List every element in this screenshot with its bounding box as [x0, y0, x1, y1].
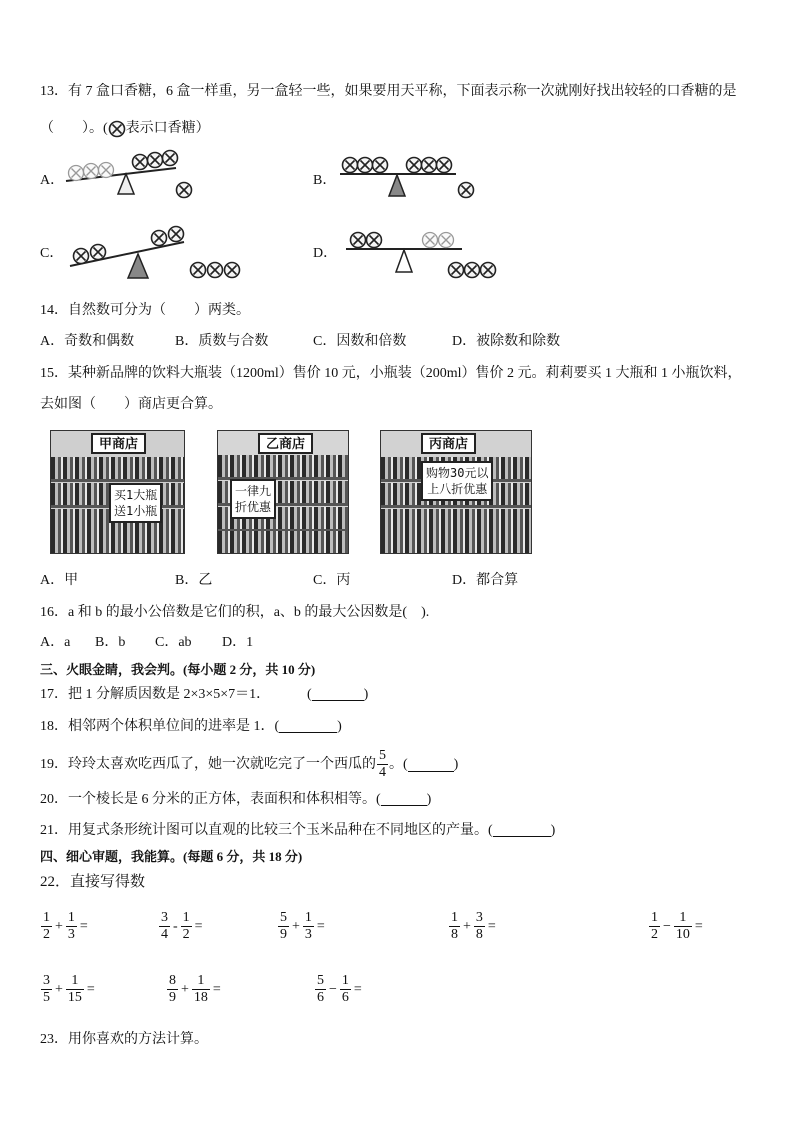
fraction: $\frac{1}{2}$: [651, 910, 658, 942]
q19-text: 19．玲玲太喜欢吃西瓜了，她一次就吃完了一个西瓜的: [40, 756, 376, 772]
q14-option-d: D．被除数和除数: [452, 334, 561, 349]
fraction: $\frac{1}{6}$: [341, 973, 349, 1005]
q19-answer-blank[interactable]: [408, 757, 454, 772]
q22-stem: 22．直接写得数: [40, 874, 146, 890]
q20-answer-blank[interactable]: [381, 791, 427, 806]
q13-option-c-label: C．: [40, 246, 64, 261]
q17-answer-blank[interactable]: ( ): [307, 687, 369, 702]
fraction: $\frac{1}{3}$: [304, 910, 312, 942]
q22-expression: [40, 910, 90, 943]
store-jia-label: 甲商店: [91, 433, 146, 454]
q22-expression: [40, 973, 97, 1006]
fraction: $\frac{8}{9}$: [169, 973, 176, 1005]
equals-sign: =: [316, 918, 325, 934]
q15-option-c: C．丙: [313, 573, 351, 588]
q20-line: 20．一个棱长是 6 分米的正方体，表面积和体积相等。( ): [40, 792, 432, 807]
q21-answer-blank[interactable]: [493, 822, 551, 837]
fraction: $\frac{5}{6}$: [317, 973, 324, 1005]
q16-option-b: B．b: [95, 635, 126, 650]
q15-stem-line2: 去如图（ ）商店更合算。: [40, 397, 222, 412]
q15-option-b: B．乙: [175, 573, 213, 588]
q22-expression: [648, 910, 705, 943]
q18-answer-blank[interactable]: [279, 718, 337, 733]
q23-stem: 23．用你喜欢的方法计算。: [40, 1032, 208, 1047]
q14-option-c: C．因数和倍数: [313, 334, 407, 349]
q14-stem: 14．自然数可分为（ ）两类。: [40, 303, 250, 318]
store-jia-sign: 买1大瓶 送1小瓶: [109, 483, 162, 523]
equals-sign: =: [212, 981, 221, 997]
q15-option-a: A．甲: [40, 573, 79, 588]
equals-sign: =: [86, 981, 95, 997]
q15-stem-line1: 15．某种新品牌的饮料大瓶装（1200ml）售价 10 元，小瓶装（200ml）售价 2 元。莉莉要买 1 大瓶和 1 小瓶饮料，: [40, 366, 742, 381]
q13-option-a-label: A．: [40, 173, 65, 188]
store-yi-sign: 一律九 折优惠: [230, 479, 276, 519]
q21-text: 21．用复式条形统计图可以直观的比较三个玉米品种在不同地区的产量。(: [40, 823, 493, 838]
q16-option-a: A．a: [40, 635, 71, 650]
q16-option-c: C．ab: [155, 635, 192, 650]
q17-text: 17．把 1 分解质因数是 2×3×5×7＝1．: [40, 687, 271, 702]
balance-scale-d-icon: [344, 224, 506, 284]
q13-stem-line1: 13．有 7 盒口香糖，6 盒一样重，另一盒轻一些，如果要用天平称，下面表示称一次就刚好找出较轻的口香糖的是: [40, 84, 737, 99]
operator: +: [292, 918, 300, 934]
store-bing-photo: [380, 430, 532, 554]
q13-option-b-label: B．: [313, 173, 337, 188]
store-bing-label: 丙商店: [421, 433, 476, 454]
operator: +: [181, 981, 189, 997]
q13-stem-line2: [40, 120, 210, 138]
equals-sign: =: [353, 981, 362, 997]
operator: +: [463, 918, 471, 934]
q13-option-d-label: D．: [313, 246, 338, 261]
q22-expression: [277, 910, 327, 943]
q22-expression: [166, 973, 223, 1006]
q18-line: 18．相邻两个体积单位间的进率是 1．( ): [40, 719, 342, 734]
q19-fraction: $\frac{5}{4}$: [379, 748, 386, 780]
fraction: $\frac{5}{9}$: [280, 910, 287, 942]
q13-legend: 表示口香糖）: [125, 121, 210, 136]
q13-answer-paren: （ ）。(: [40, 121, 108, 136]
equals-sign: =: [487, 918, 496, 934]
q22-expression: [158, 910, 205, 943]
q21-line: 21．用复式条形统计图可以直观的比较三个玉米品种在不同地区的产量。( ): [40, 823, 556, 838]
q18-text: 18．相邻两个体积单位间的进率是 1．(: [40, 719, 280, 734]
q20-text: 20．一个棱长是 6 分米的正方体，表面积和体积相等。(: [40, 792, 381, 807]
q22-expression: [314, 973, 364, 1006]
fraction: $\frac{1}{3}$: [67, 910, 75, 942]
fraction: $\frac{1}{15}$: [67, 973, 82, 1005]
fraction: $\frac{3}{4}$: [161, 910, 168, 942]
fraction: $\frac{1}{10}$: [675, 910, 690, 942]
fraction: $\frac{1}{8}$: [451, 910, 458, 942]
balance-scale-c-icon: [66, 222, 251, 284]
operator: -: [173, 918, 178, 934]
operator: −: [663, 918, 671, 934]
equals-sign: =: [194, 918, 203, 934]
store-yi-photo: [217, 430, 349, 554]
q19-line: 19．玲玲太喜欢吃西瓜了，她一次就吃完了一个西瓜的 $\frac{5}{4}$ 。( ): [40, 748, 459, 780]
balance-scale-a-icon: [64, 148, 194, 203]
gum-icon: [108, 120, 126, 138]
q16-stem: 16．a 和 b 的最小公倍数是它们的积，a、b 的最大公因数是( ).: [40, 605, 430, 620]
equals-sign: =: [79, 918, 88, 934]
section-4-heading: 四、细心审题，我能算。(每题 6 分，共 18 分): [40, 849, 303, 864]
operator: +: [55, 918, 63, 934]
fraction: $\frac{1}{2}$: [43, 910, 50, 942]
fraction: $\frac{1}{18}$: [193, 973, 208, 1005]
q22-expression: [448, 910, 498, 943]
store-jia-photo: [50, 430, 185, 554]
q14-option-b: B．质数与合数: [175, 334, 269, 349]
equals-sign: =: [694, 918, 703, 934]
q14-option-a: A．奇数和偶数: [40, 334, 135, 349]
fraction: $\frac{1}{2}$: [182, 910, 190, 942]
fraction: $\frac{3}{5}$: [43, 973, 50, 1005]
q15-option-d: D．都合算: [452, 573, 519, 588]
operator: −: [329, 981, 337, 997]
operator: +: [55, 981, 63, 997]
fraction: $\frac{3}{8}$: [475, 910, 483, 942]
section-3-heading: 三、火眼金睛，我会判。(每小题 2 分，共 10 分): [40, 662, 316, 677]
q16-option-d: D．1: [222, 635, 254, 650]
balance-scale-b-icon: [338, 150, 478, 202]
store-bing-sign: 购物30元以 上八折优惠: [421, 461, 493, 501]
store-yi-label: 乙商店: [258, 433, 313, 454]
